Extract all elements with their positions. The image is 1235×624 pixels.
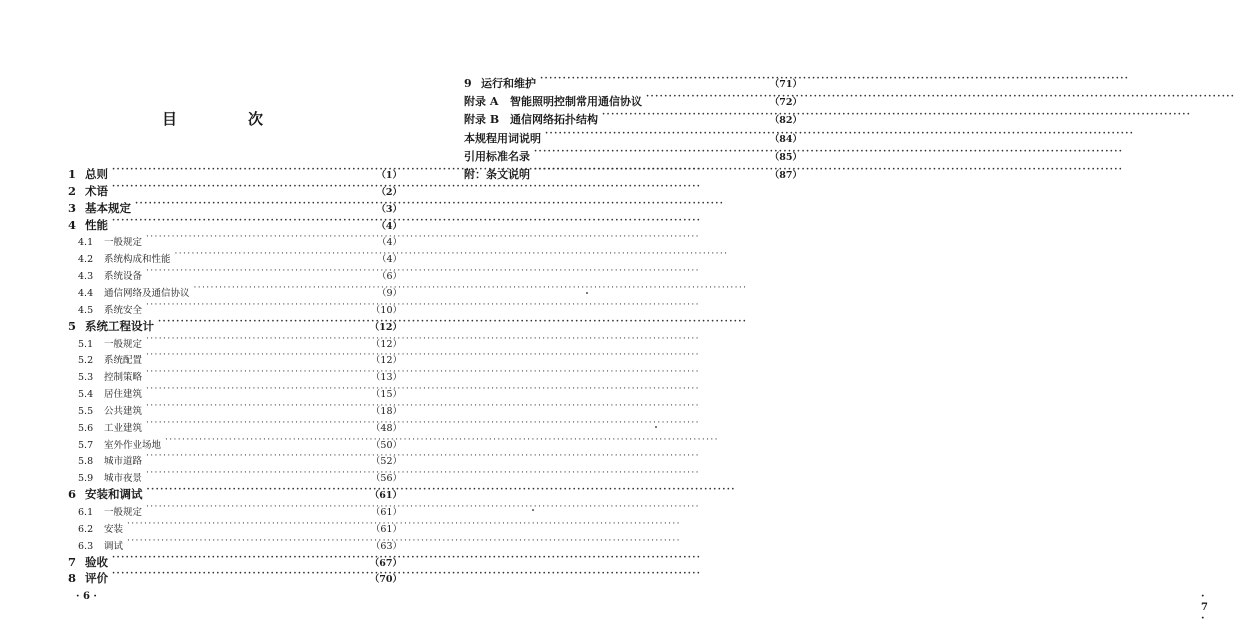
toc-entry[interactable] (68, 196, 402, 215)
dot-leader (146, 347, 369, 363)
left-page (0, 0, 425, 614)
toc-entry-label: 系统配置 (104, 355, 143, 367)
toc-entry-page: （4） (376, 254, 402, 266)
toc-entry[interactable] (78, 448, 402, 468)
dot-leader (602, 107, 768, 123)
toc-entry[interactable] (68, 213, 402, 232)
dot-leader (545, 126, 768, 142)
toc-entry-page: （67） (369, 557, 402, 569)
dot-leader (146, 465, 369, 481)
dot-leader (135, 196, 372, 212)
toc-entry-page: （9） (376, 287, 402, 299)
dot-leader (534, 144, 768, 160)
toc-entry[interactable] (78, 415, 402, 434)
dot-leader (175, 246, 372, 262)
toc-entry[interactable] (78, 229, 402, 249)
toc-entry-number: 4.2 (78, 254, 94, 266)
toc-entry-number: 4.3 (78, 271, 94, 283)
toc-entry-label: 城市夜景 (104, 473, 143, 485)
toc-entry[interactable] (78, 381, 402, 401)
toc-entry-page: （18） (370, 405, 402, 417)
page-number-left: · 6 · (76, 591, 97, 602)
toc-entry-number: 6.2 (78, 523, 94, 535)
toc-entry-label: 控制策略 (104, 372, 143, 384)
dot-leader (146, 499, 369, 515)
dot-leader (146, 415, 369, 431)
toc-entry[interactable] (68, 482, 402, 502)
dot-leader (146, 331, 369, 347)
toc-entry-page: （50） (370, 439, 402, 451)
toc-entry-page: （84） (769, 133, 802, 145)
toc-entry-page: （61） (370, 523, 402, 535)
toc-entry[interactable] (68, 314, 402, 333)
toc-entry-label: 附：条文说明 (464, 168, 530, 181)
dot-leader (534, 162, 768, 178)
toc-entry-page: （85） (769, 151, 802, 163)
toc-entry-number: 1 (68, 167, 77, 181)
dot-leader (146, 263, 372, 279)
scan-speck (586, 292, 588, 294)
toc-entry-label: 术语 (85, 183, 108, 198)
dot-leader (158, 314, 368, 330)
dot-leader (146, 229, 372, 245)
scan-speck (655, 426, 657, 428)
toc-entry-label: 城市道路 (104, 456, 143, 468)
toc-entry-page: （82） (769, 115, 802, 127)
toc-entry[interactable] (68, 566, 402, 586)
toc-entry-label: 一般规定 (104, 237, 143, 249)
toc-entry[interactable] (78, 246, 402, 266)
toc-entry[interactable] (464, 89, 802, 109)
toc-entry[interactable] (78, 331, 402, 350)
toc-entry-number: 5.8 (78, 456, 94, 468)
toc-entry-page: （87） (769, 170, 802, 181)
toc-entry-label: 评价 (85, 571, 108, 586)
toc-entry-label: 系统设备 (104, 271, 143, 283)
toc-entry-label: 室外作业场地 (104, 439, 162, 451)
toc-entry-page: （71） (769, 79, 802, 90)
toc-entry-number: 6.3 (78, 540, 94, 552)
toc-entry[interactable] (464, 162, 802, 181)
toc-entry-number: 5.2 (78, 355, 94, 367)
toc-entry-page: （1） (376, 170, 402, 181)
scan-speck (532, 509, 534, 511)
toc-entry-label: 一般规定 (104, 507, 143, 518)
toc-entry[interactable] (464, 144, 802, 163)
toc-entry-label: 系统工程设计 (85, 318, 154, 333)
dot-leader (112, 213, 372, 229)
toc-entry-number: 5.6 (78, 422, 94, 434)
toc-entry-number: 附录 B (464, 113, 500, 127)
dot-leader (146, 364, 369, 380)
toc-entry-label: 引用标准名录 (464, 149, 530, 163)
dot-leader (146, 398, 369, 414)
dot-leader (112, 179, 372, 195)
toc-entry-page: （12） (370, 338, 402, 350)
toc-entry[interactable] (78, 398, 402, 417)
toc-entry-page: （6） (376, 271, 402, 283)
toc-entry[interactable] (78, 499, 402, 518)
toc-entry-label: 总则 (85, 167, 108, 181)
toc-entry-page: （13） (370, 372, 402, 384)
toc-entry-label: 工业建筑 (104, 422, 143, 434)
toc-entry-label: 安装和调试 (85, 487, 143, 502)
toc-entry[interactable] (68, 550, 402, 569)
toc-entry-page: （10） (370, 304, 402, 316)
dot-leader (540, 71, 768, 87)
dot-leader (146, 297, 369, 313)
toc-entry-label: 居住建筑 (104, 389, 143, 401)
toc-entry-number: 5.1 (78, 338, 94, 350)
dot-leader (112, 550, 368, 566)
toc-entry-number: 5.7 (78, 439, 94, 451)
toc-entry-label: 系统构成和性能 (104, 254, 171, 266)
toc-entry-page: （61） (370, 507, 402, 518)
dot-leader (127, 533, 369, 549)
toc-entry-number: 5.9 (78, 473, 94, 485)
toc-entry-number: 附录 A (464, 95, 499, 109)
page-number-right: · 7 · (1201, 591, 1208, 624)
toc-entry-number: 2 (68, 183, 77, 198)
toc-entry-label: 公共建筑 (104, 405, 143, 417)
toc-entry-label: 智能照明控制常用通信协议 (510, 95, 642, 109)
toc-entry[interactable] (78, 347, 402, 367)
toc-entry-label: 通信网络及通信协议 (104, 287, 190, 299)
toc-entry-number: 3 (68, 200, 77, 215)
toc-entry-label: 性能 (85, 217, 108, 232)
toc-entry-page: （12） (370, 355, 402, 367)
toc-entry[interactable] (464, 107, 802, 127)
toc-entry-page: （4） (376, 237, 402, 249)
toc-entry-number: 4.1 (78, 237, 94, 249)
toc-entry-label: 基本规定 (85, 200, 131, 215)
toc-entry-page: （15） (370, 389, 402, 401)
toc-entry[interactable] (78, 465, 402, 485)
toc-entry-label: 通信网络拓扑结构 (510, 113, 598, 127)
toc-entry-page: （70） (369, 574, 402, 586)
toc-entry-label: 验收 (85, 554, 108, 569)
toc-entry-page: （12） (369, 321, 402, 333)
toc-entry-number: 8 (68, 571, 77, 586)
toc-entry-page: （52） (370, 456, 402, 468)
toc-entry-page: （63） (370, 540, 402, 552)
toc-entry-number: 6.1 (78, 507, 94, 518)
toc-entry-label: 安装 (104, 523, 124, 535)
toc-title: 目 次 (161, 110, 291, 128)
toc-entry-label: 调试 (104, 540, 124, 552)
toc-entry-page: （3） (376, 203, 402, 215)
toc-entry-number: 7 (68, 554, 77, 569)
right-page (425, 0, 1208, 624)
toc-entry-number: 5.3 (78, 372, 94, 384)
toc-entry-label: 本规程用词说明 (464, 131, 541, 145)
toc-entry[interactable] (78, 516, 402, 535)
toc-entry[interactable] (78, 297, 402, 316)
toc-entry-page: （72） (769, 97, 802, 109)
toc-entry-number: 4.4 (78, 287, 94, 299)
dot-leader (112, 566, 368, 582)
toc-entry-label: 系统安全 (104, 304, 143, 316)
dot-leader (646, 89, 768, 105)
toc-entry-number: 5.4 (78, 389, 94, 401)
toc-entry[interactable] (78, 280, 402, 299)
toc-entry[interactable] (68, 162, 402, 181)
toc-entry-number: 9 (464, 77, 472, 90)
dot-leader (147, 482, 368, 498)
toc-entry-page: （2） (376, 186, 402, 198)
toc-entry[interactable] (464, 126, 802, 145)
toc-entry-label: 一般规定 (104, 338, 143, 350)
dot-leader (112, 162, 372, 178)
toc-entry-number: 6 (68, 487, 77, 502)
toc-entry-page: （4） (376, 220, 402, 232)
toc-entry[interactable] (464, 71, 802, 90)
dot-leader (194, 280, 372, 296)
toc-entry-number: 5 (68, 318, 77, 333)
toc-entry[interactable] (68, 179, 402, 198)
toc-entry-number: 5.5 (78, 405, 94, 417)
toc-entry-page: （56） (370, 473, 402, 485)
toc-entry-page: （48） (370, 422, 402, 434)
toc-entry-number: 4 (68, 217, 77, 232)
toc-entry[interactable] (78, 432, 402, 451)
dot-leader (165, 432, 369, 448)
dot-leader (127, 516, 369, 532)
dot-leader (146, 448, 369, 464)
toc-entry-label: 运行和维护 (481, 77, 536, 90)
toc-entry[interactable] (78, 263, 402, 283)
toc-entry-number: 4.5 (78, 304, 94, 316)
dot-leader (146, 381, 369, 397)
toc-entry-page: （61） (369, 490, 402, 502)
toc-entry[interactable] (78, 533, 402, 552)
toc-entry[interactable] (78, 364, 402, 384)
